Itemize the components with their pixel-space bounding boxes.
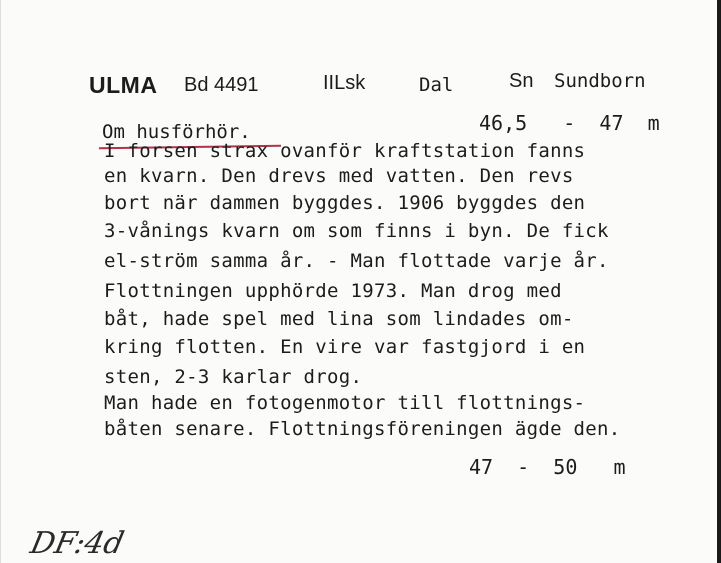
body-line: Flottningen upphörde 1973. Man drog med [104, 280, 562, 302]
body-line: bort när dammen byggdes. 1906 byggdes den [104, 192, 586, 214]
parish-name: Sundborn [554, 70, 646, 92]
body-line: Man hade en fotogenmotor till flottnings- [104, 392, 586, 414]
classification-code: IILsk [323, 72, 366, 94]
body-line: båten senare. Flottningsföreningen ägde den. [104, 418, 621, 440]
recording-range-end: 47 - 50 m [469, 455, 626, 479]
topic-heading: Om husförhör. [102, 121, 251, 143]
parish-label: Sn [509, 70, 534, 92]
volume-number: Bd 4491 [184, 74, 259, 96]
body-line: en kvarn. Den drevs med vatten. Den revs [104, 165, 574, 187]
body-line: båt, hade spel med lina som lindades om- [104, 308, 574, 330]
body-line: I forsen strax ovanför kraftstation fanns [104, 140, 586, 162]
body-line: el-ström samma år. - Man flottade varje år. [104, 250, 609, 272]
landscape-name: Dal [419, 74, 454, 96]
body-line: 3-vånings kvarn om som finns i byn. De fick [104, 220, 609, 242]
body-line: kring flotten. En vire var fastgjord i en [104, 336, 586, 358]
body-line: sten, 2-3 karlar drog. [104, 366, 363, 388]
handwritten-signature: DF:4d [27, 526, 127, 561]
recording-range-start: 46,5 - 47 m [479, 111, 660, 135]
archive-code: ULMA [89, 72, 158, 98]
